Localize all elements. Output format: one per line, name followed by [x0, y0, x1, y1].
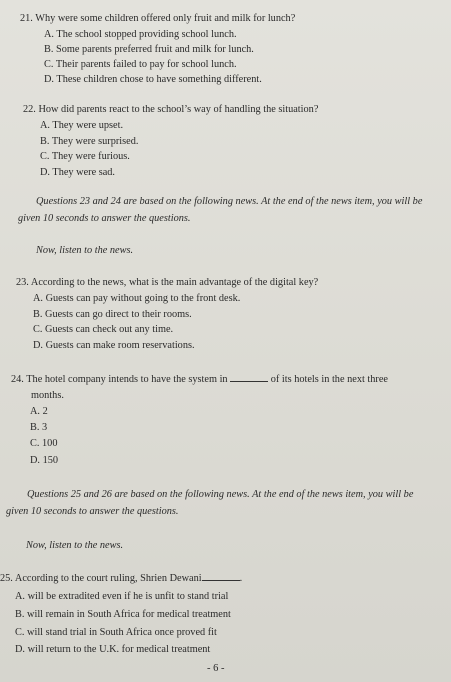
instructions-25-26-line2: given 10 seconds to answer the questions.: [6, 506, 179, 517]
question-21-option-b: B. Some parents preferred fruit and milk for lunch.: [44, 44, 254, 55]
question-21-option-c: C. Their parents failed to pay for school lunch.: [44, 59, 237, 70]
listen-instruction-1: Now, listen to the news.: [36, 245, 134, 256]
question-23-option-d: D. Guests can make room reservations.: [33, 340, 195, 351]
listen-instruction-2: Now, listen to the news.: [26, 540, 124, 551]
question-23-stem: 23. According to the news, what is the main advantage of the digital key?: [16, 277, 319, 288]
question-25-option-b: B. will remain in South Africa for medical treatment: [15, 609, 231, 620]
page-number: - 6 -: [207, 663, 225, 674]
instructions-23-24-line2: given 10 seconds to answer the questions.: [18, 213, 191, 224]
question-24-option-b: B. 3: [30, 422, 48, 433]
instructions-23-24-line1: Questions 23 and 24 are based on the following news. At the end of the news item, you will be: [36, 196, 423, 207]
question-24-stem-part1: 24. The hotel company intends to have the system in: [11, 374, 228, 385]
question-25-stem-end: .: [239, 573, 243, 584]
question-24-stem: [11, 373, 388, 386]
question-24-option-a: A. 2: [30, 406, 48, 417]
answer-blank: [230, 381, 268, 382]
question-24-stem-part2: of its hotels in the next three: [270, 374, 388, 385]
question-22-option-b: B. They were surprised.: [40, 136, 139, 147]
question-23-option-a: A. Guests can pay without going to the front desk.: [33, 293, 241, 304]
question-24-option-d: D. 150: [30, 455, 59, 466]
question-23-option-c: C. Guests can check out any time.: [33, 324, 174, 335]
question-25-option-c: C. will stand trial in South Africa once proved fit: [15, 627, 217, 638]
instructions-25-26-line1: Questions 25 and 26 are based on the following news. At the end of the news item, you will be: [27, 489, 414, 500]
question-25-option-d: D. will return to the U.K. for medical treatment: [15, 644, 211, 655]
question-24-stem-line2: months.: [31, 390, 64, 401]
question-24-option-c: C. 100: [30, 438, 58, 449]
answer-blank: [202, 580, 240, 581]
question-25-option-a: A. will be extradited even if he is unfit to stand trial: [15, 591, 229, 602]
question-21-option-a: A. The school stopped providing school lunch.: [44, 29, 237, 40]
question-22-option-c: C. They were furious.: [40, 151, 130, 162]
question-22-option-d: D. They were sad.: [40, 167, 116, 178]
question-23-option-b: B. Guests can go direct to their rooms.: [33, 309, 192, 320]
question-25-stem: [0, 572, 242, 585]
question-21-stem: 21. Why were some children offered only fruit and milk for lunch?: [20, 13, 296, 24]
question-25-stem-text: 25. According to the court ruling, Shrien Dewani: [0, 573, 202, 584]
question-22-stem: 22. How did parents react to the school’s way of handling the situation?: [23, 104, 319, 115]
question-22-option-a: A. They were upset.: [40, 120, 124, 131]
question-21-option-d: D. These children chose to have something different.: [44, 74, 262, 85]
